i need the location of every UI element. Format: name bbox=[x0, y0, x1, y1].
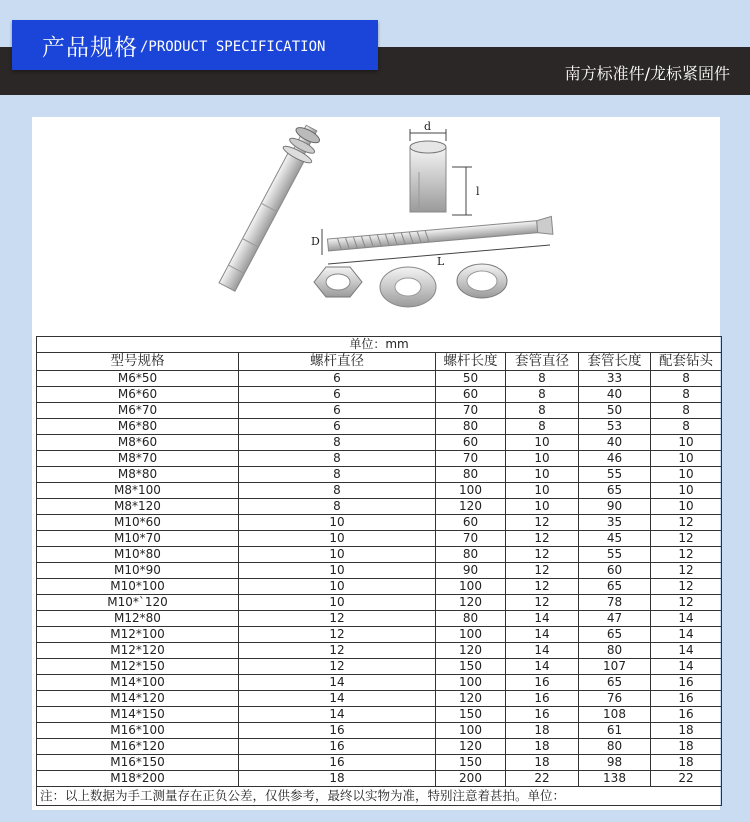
table-cell: M16*100 bbox=[37, 723, 239, 739]
table-cell: 6 bbox=[239, 419, 436, 435]
table-cell: 14 bbox=[651, 643, 722, 659]
table-cell: 200 bbox=[436, 771, 506, 787]
table-cell: 18 bbox=[506, 755, 579, 771]
table-cell: 65 bbox=[579, 579, 651, 595]
note-row bbox=[37, 787, 722, 806]
table-cell: 8 bbox=[651, 387, 722, 403]
dim-label-l: l bbox=[476, 185, 480, 198]
table-cell: M12*120 bbox=[37, 643, 239, 659]
table-cell: 70 bbox=[436, 403, 506, 419]
brand-text: 南方标准件/龙标紧固件 bbox=[564, 64, 730, 83]
table-cell: M8*60 bbox=[37, 435, 239, 451]
table-cell: 8 bbox=[651, 371, 722, 387]
table-row bbox=[37, 483, 722, 499]
table-row bbox=[37, 739, 722, 755]
dim-label-d: d bbox=[424, 120, 432, 133]
table-cell: 65 bbox=[579, 483, 651, 499]
table-cell: 12 bbox=[239, 627, 436, 643]
table-cell: 150 bbox=[436, 707, 506, 723]
table-cell: 14 bbox=[651, 627, 722, 643]
table-cell: 55 bbox=[579, 547, 651, 563]
table-cell: M16*120 bbox=[37, 739, 239, 755]
table-cell: 10 bbox=[506, 499, 579, 515]
table-cell: 14 bbox=[506, 659, 579, 675]
table-cell: 8 bbox=[239, 451, 436, 467]
table-row bbox=[37, 627, 722, 643]
table-cell: 45 bbox=[579, 531, 651, 547]
table-cell: 90 bbox=[579, 499, 651, 515]
table-cell: 10 bbox=[506, 467, 579, 483]
table-cell: 18 bbox=[239, 771, 436, 787]
table-row bbox=[37, 467, 722, 483]
table-cell: 33 bbox=[579, 371, 651, 387]
table-cell: 12 bbox=[506, 579, 579, 595]
table-row bbox=[37, 755, 722, 771]
anchor-bolt-assembled bbox=[213, 121, 326, 295]
table-cell: M6*50 bbox=[37, 371, 239, 387]
table-cell: 60 bbox=[436, 387, 506, 403]
table-cell: 150 bbox=[436, 755, 506, 771]
title-cn: 产品规格 bbox=[42, 34, 138, 61]
dim-label-D: D bbox=[311, 235, 320, 248]
table-cell: 80 bbox=[579, 739, 651, 755]
table-cell: 150 bbox=[436, 659, 506, 675]
table-row bbox=[37, 723, 722, 739]
table-cell: 60 bbox=[436, 515, 506, 531]
table-cell: M14*150 bbox=[37, 707, 239, 723]
table-cell: 12 bbox=[239, 611, 436, 627]
table-cell: 76 bbox=[579, 691, 651, 707]
note-text: 注：以上数据为手工测量存在正负公差，仅供参考，最终以实物为准，特别注意着甚拍。单位： bbox=[37, 787, 722, 806]
table-cell: 12 bbox=[651, 547, 722, 563]
table-cell: M10*100 bbox=[37, 579, 239, 595]
table-cell: 100 bbox=[436, 675, 506, 691]
table-cell: 10 bbox=[651, 451, 722, 467]
table-cell: M8*80 bbox=[37, 467, 239, 483]
header-row bbox=[37, 353, 722, 371]
table-cell: 100 bbox=[436, 579, 506, 595]
table-cell: 18 bbox=[651, 739, 722, 755]
table-cell: 55 bbox=[579, 467, 651, 483]
table-cell: 10 bbox=[506, 483, 579, 499]
table-row bbox=[37, 419, 722, 435]
table-cell: 16 bbox=[239, 723, 436, 739]
table-cell: 40 bbox=[579, 435, 651, 451]
table-row bbox=[37, 563, 722, 579]
table-cell: M8*70 bbox=[37, 451, 239, 467]
table-row bbox=[37, 435, 722, 451]
table-cell: M10*90 bbox=[37, 563, 239, 579]
table-cell: 47 bbox=[579, 611, 651, 627]
table-cell: 60 bbox=[579, 563, 651, 579]
table-cell: M12*150 bbox=[37, 659, 239, 675]
table-cell: 107 bbox=[579, 659, 651, 675]
table-cell: 10 bbox=[651, 467, 722, 483]
table-row bbox=[37, 387, 722, 403]
table-cell: M10*60 bbox=[37, 515, 239, 531]
table-row bbox=[37, 659, 722, 675]
table-cell: M18*200 bbox=[37, 771, 239, 787]
table-cell: 10 bbox=[239, 531, 436, 547]
table-cell: M14*120 bbox=[37, 691, 239, 707]
table-cell: 108 bbox=[579, 707, 651, 723]
table-cell: 120 bbox=[436, 691, 506, 707]
table-cell: 14 bbox=[651, 611, 722, 627]
table-cell: 80 bbox=[436, 547, 506, 563]
table-cell: 12 bbox=[651, 579, 722, 595]
table-cell: 14 bbox=[239, 691, 436, 707]
table-cell: 12 bbox=[239, 643, 436, 659]
table-row bbox=[37, 547, 722, 563]
table-cell: 12 bbox=[651, 531, 722, 547]
table-cell: 12 bbox=[239, 659, 436, 675]
product-diagram bbox=[32, 117, 720, 332]
table-cell: 80 bbox=[579, 643, 651, 659]
table-cell: 100 bbox=[436, 483, 506, 499]
table-cell: 70 bbox=[436, 451, 506, 467]
table-cell: M10*`120 bbox=[37, 595, 239, 611]
table-cell: 14 bbox=[506, 611, 579, 627]
dim-label-L: L bbox=[437, 255, 445, 268]
col-header-bolt-diameter: 螺杆直径 bbox=[239, 353, 436, 371]
table-cell: 10 bbox=[239, 547, 436, 563]
table-cell: 53 bbox=[579, 419, 651, 435]
unit-label: 单位：mm bbox=[37, 337, 722, 353]
table-cell: 6 bbox=[239, 403, 436, 419]
table-cell: 65 bbox=[579, 675, 651, 691]
table-cell: M12*100 bbox=[37, 627, 239, 643]
table-cell: 138 bbox=[579, 771, 651, 787]
table-cell: 120 bbox=[436, 643, 506, 659]
table-cell: M14*100 bbox=[37, 675, 239, 691]
flat-washer bbox=[380, 267, 436, 307]
table-cell: 16 bbox=[506, 707, 579, 723]
table-cell: M16*150 bbox=[37, 755, 239, 771]
table-cell: 80 bbox=[436, 419, 506, 435]
table-cell: 80 bbox=[436, 611, 506, 627]
spec-panel bbox=[32, 117, 720, 810]
table-cell: 98 bbox=[579, 755, 651, 771]
table-cell: 8 bbox=[239, 483, 436, 499]
threaded-bolt bbox=[327, 216, 553, 254]
title-en: /PRODUCT SPECIFICATION bbox=[140, 39, 326, 55]
col-header-bolt-length: 螺杆长度 bbox=[436, 353, 506, 371]
table-cell: M10*80 bbox=[37, 547, 239, 563]
table-cell: 8 bbox=[651, 419, 722, 435]
table-cell: M8*100 bbox=[37, 483, 239, 499]
table-cell: M12*80 bbox=[37, 611, 239, 627]
unit-row bbox=[37, 337, 722, 353]
table-cell: 80 bbox=[436, 467, 506, 483]
table-cell: 50 bbox=[436, 371, 506, 387]
table-cell: 16 bbox=[506, 691, 579, 707]
table-row bbox=[37, 643, 722, 659]
col-header-sleeve-diameter: 套管直径 bbox=[506, 353, 579, 371]
sleeve-part bbox=[410, 129, 472, 215]
table-row bbox=[37, 579, 722, 595]
table-cell: 14 bbox=[651, 659, 722, 675]
table-cell: 16 bbox=[506, 675, 579, 691]
table-cell: 12 bbox=[651, 563, 722, 579]
col-header-model: 型号规格 bbox=[37, 353, 239, 371]
table-cell: 12 bbox=[506, 515, 579, 531]
table-cell: M6*80 bbox=[37, 419, 239, 435]
table-cell: 16 bbox=[239, 755, 436, 771]
table-cell: 6 bbox=[239, 387, 436, 403]
table-row bbox=[37, 515, 722, 531]
table-cell: 12 bbox=[506, 531, 579, 547]
table-cell: 10 bbox=[651, 435, 722, 451]
table-cell: 8 bbox=[239, 435, 436, 451]
table-cell: 8 bbox=[506, 403, 579, 419]
table-cell: 70 bbox=[436, 531, 506, 547]
table-cell: 12 bbox=[506, 595, 579, 611]
table-cell: 61 bbox=[579, 723, 651, 739]
table-cell: 8 bbox=[506, 371, 579, 387]
table-cell: 10 bbox=[651, 483, 722, 499]
table-cell: M8*120 bbox=[37, 499, 239, 515]
table-cell: 10 bbox=[506, 451, 579, 467]
table-row bbox=[37, 531, 722, 547]
table-row bbox=[37, 595, 722, 611]
table-cell: 120 bbox=[436, 499, 506, 515]
table-cell: 40 bbox=[579, 387, 651, 403]
table-cell: 6 bbox=[239, 371, 436, 387]
table-cell: 18 bbox=[506, 723, 579, 739]
table-cell: M6*70 bbox=[37, 403, 239, 419]
table-cell: M10*70 bbox=[37, 531, 239, 547]
table-cell: 22 bbox=[651, 771, 722, 787]
table-row bbox=[37, 611, 722, 627]
table-cell: 100 bbox=[436, 723, 506, 739]
table-cell: 8 bbox=[239, 467, 436, 483]
table-cell: 14 bbox=[506, 643, 579, 659]
table-cell: 10 bbox=[651, 499, 722, 515]
table-row bbox=[37, 499, 722, 515]
table-cell: 12 bbox=[651, 595, 722, 611]
table-cell: 14 bbox=[239, 707, 436, 723]
table-cell: 10 bbox=[239, 595, 436, 611]
table-cell: 8 bbox=[506, 419, 579, 435]
table-cell: 12 bbox=[651, 515, 722, 531]
table-cell: 12 bbox=[506, 547, 579, 563]
table-cell: 10 bbox=[506, 435, 579, 451]
table-cell: 14 bbox=[239, 675, 436, 691]
table-cell: 50 bbox=[579, 403, 651, 419]
table-cell: 14 bbox=[506, 627, 579, 643]
table-cell: 120 bbox=[436, 595, 506, 611]
spec-table bbox=[36, 336, 722, 806]
table-cell: 46 bbox=[579, 451, 651, 467]
table-cell: 10 bbox=[239, 579, 436, 595]
table-cell: 8 bbox=[651, 403, 722, 419]
table-cell: 120 bbox=[436, 739, 506, 755]
table-row bbox=[37, 707, 722, 723]
table-cell: 8 bbox=[506, 387, 579, 403]
col-header-drill-bit: 配套钻头 bbox=[651, 353, 722, 371]
hex-nut bbox=[314, 267, 362, 297]
table-cell: 18 bbox=[506, 739, 579, 755]
table-cell: 10 bbox=[239, 563, 436, 579]
table-cell: 60 bbox=[436, 435, 506, 451]
spring-washer bbox=[457, 264, 507, 298]
table-row bbox=[37, 691, 722, 707]
table-row bbox=[37, 371, 722, 387]
table-cell: 18 bbox=[651, 723, 722, 739]
table-row bbox=[37, 771, 722, 787]
table-row bbox=[37, 451, 722, 467]
table-cell: 90 bbox=[436, 563, 506, 579]
table-cell: M6*60 bbox=[37, 387, 239, 403]
table-cell: 16 bbox=[651, 707, 722, 723]
table-row bbox=[37, 675, 722, 691]
table-cell: 16 bbox=[651, 691, 722, 707]
table-cell: 100 bbox=[436, 627, 506, 643]
table-cell: 35 bbox=[579, 515, 651, 531]
table-cell: 65 bbox=[579, 627, 651, 643]
table-cell: 78 bbox=[579, 595, 651, 611]
table-cell: 22 bbox=[506, 771, 579, 787]
table-cell: 16 bbox=[239, 739, 436, 755]
table-row bbox=[37, 403, 722, 419]
table-cell: 8 bbox=[239, 499, 436, 515]
table-cell: 10 bbox=[239, 515, 436, 531]
section-title-tab bbox=[12, 20, 378, 70]
table-cell: 18 bbox=[651, 755, 722, 771]
col-header-sleeve-length: 套管长度 bbox=[579, 353, 651, 371]
table-cell: 12 bbox=[506, 563, 579, 579]
table-cell: 16 bbox=[651, 675, 722, 691]
